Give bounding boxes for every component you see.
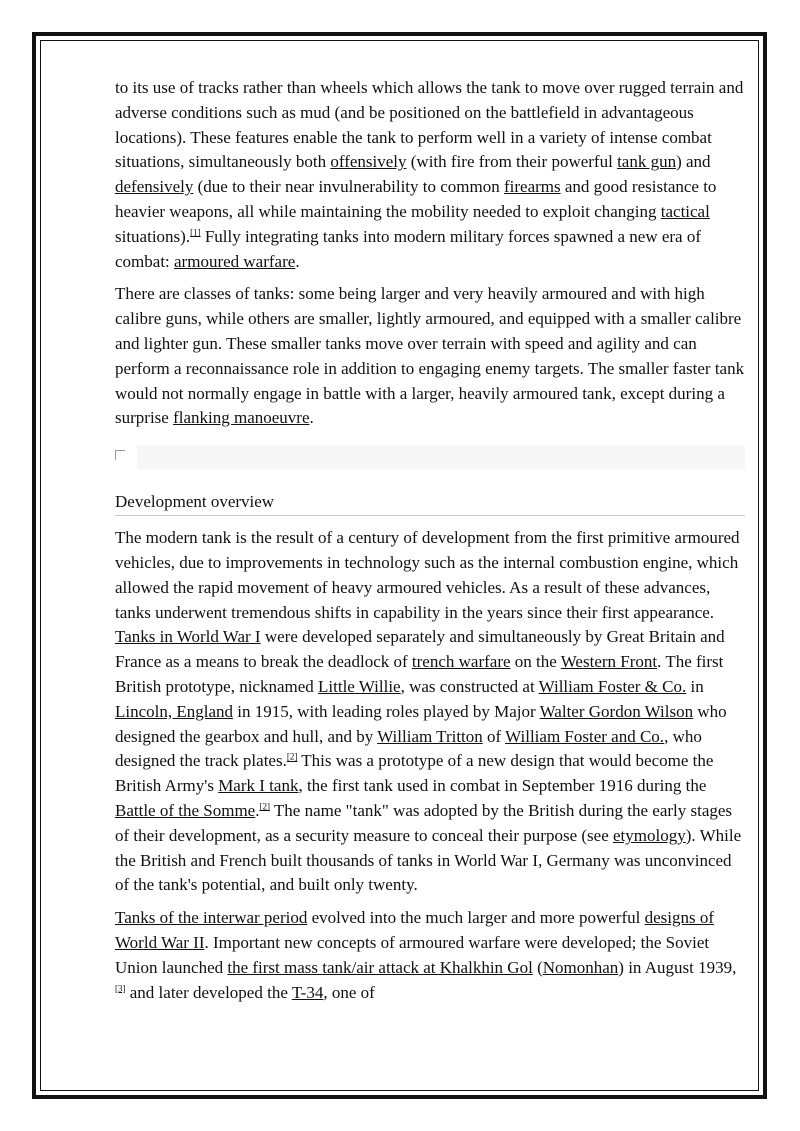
citation-3[interactable]: [3] [115,982,126,993]
broken-image-icon [115,450,125,460]
paragraph-tank-classes [115,282,745,431]
section-heading: Development overview [115,491,745,516]
text: , one of [323,982,375,1002]
link-t-34[interactable]: T-34 [291,982,324,1002]
link-trench-warfare[interactable]: trench warfare [411,652,511,672]
link-designs-wwii[interactable]: designs of World War II [115,908,715,952]
citation-2b[interactable]: [2] [259,801,270,812]
text: were developed separately and simultaneously by Great Britain and France as a means to break the deadlock of [115,627,725,672]
link-defensively[interactable]: defensively [115,177,194,197]
text: The name "tank" was adopted by the British during the early stages of their development, as a security measure to conceal their purpose (see [115,800,733,845]
text: , who designed the track plates. [115,726,702,771]
link-offensively[interactable]: offensively [330,152,407,172]
link-armoured-warfare[interactable]: armoured warfare [174,251,296,271]
text: , the first tank used in combat in September 1916 during the [298,776,707,796]
text: This was a prototype of a new design that would become the British Army's [115,751,714,796]
link-firearms[interactable]: firearms [504,177,561,197]
text: ) in August 1939, [618,957,737,977]
text: . [295,251,300,271]
text: in [686,676,704,696]
link-khalkhin-gol[interactable]: the first mass tank/air attack at Khalkhin Gol [227,957,533,977]
text: (due to their near invulnerability to common [193,177,504,197]
text: The modern tank is the result of a century of development from the first primitive armoured vehicles, due to improvements in technology such as the internal combustion engine, which allowed the rapid movement of heavy armoured vehicles. As a result of these advances, tanks underwent tremendous shifts in capability in the years since their first appearance. [115,528,740,622]
link-mark-i-tank[interactable]: Mark I tank [218,776,299,796]
link-tactical[interactable]: tactical [660,201,710,221]
image-caption-area [137,445,745,469]
text: situations). [115,226,191,246]
link-walter-gordon-wilson[interactable]: Walter Gordon Wilson [539,701,694,721]
link-battle-of-the-somme[interactable]: Battle of the Somme [115,800,256,820]
paragraph-development [115,526,745,898]
text: . [309,408,314,428]
link-little-willie[interactable]: Little Willie [318,676,401,696]
image-placeholder [115,445,745,471]
text: . Important new concepts of armoured warfare were developed; the Soviet Union launched [115,932,710,977]
link-western-front[interactable]: Western Front [560,652,658,672]
text: and good resistance to heavier weapons, all while maintaining the mobility needed to exploit changing [115,177,717,221]
text: There are classes of tanks: some being larger and very heavily armoured and with high calibre guns, while others are smaller, lightly armoured, and equipped with a smaller calibre and lighter gun. These smaller tanks move over terrain with speed and agility and can perform a reconnaissance role in addition to engaging enemy targets. The smaller faster tank would not normally engage in battle with a larger, heavily armoured tank, except during a surprise [115,284,745,428]
citation-2[interactable]: [2] [286,751,298,762]
citation-1[interactable]: [1] [190,227,201,238]
text: Fully integrating tanks into modern military forces spawned a new era of combat: [115,226,702,271]
text: evolved into the much larger and more powerful [307,908,645,928]
text: ) and [676,152,711,172]
text: . [255,800,260,820]
link-lincoln-england[interactable]: Lincoln, England [115,701,234,721]
text: (with fire from their powerful [406,152,618,172]
text: on the [510,652,561,672]
paragraph-interwar [115,906,745,1005]
link-william-foster-co[interactable]: William Foster & Co. [538,676,687,696]
paragraph-tank-features [115,76,745,274]
text: of [482,726,506,746]
link-etymology[interactable]: etymology [613,825,686,845]
link-flanking-manoeuvre[interactable]: flanking manoeuvre [173,408,310,428]
text: to its use of tracks rather than wheels which allows the tank to move over rugged terrain and adverse conditions such as mud (and be positioned on the battlefield in advantageous locations). These features enable the tank to perform well in a variety of intense combat situations, simultaneously both [115,78,744,172]
link-william-foster-and-co[interactable]: William Foster and Co. [505,726,665,746]
link-william-tritton[interactable]: William Tritton [377,726,483,746]
link-nomonhan[interactable]: Nomonhan [542,957,619,977]
link-tanks-in-wwi[interactable]: Tanks in World War I [115,627,261,647]
text: . The first British prototype, nicknamed [115,652,724,696]
text: in 1915, with leading roles played by Major [233,701,540,721]
text: and later developed the [125,982,292,1002]
text: ( [532,957,543,977]
article-body [115,76,745,1013]
text: who designed the gearbox and hull, and by [115,701,727,746]
text: , was constructed at [400,676,539,696]
link-tanks-interwar[interactable]: Tanks of the interwar period [115,908,308,928]
link-tank-gun[interactable]: tank gun [617,152,677,172]
text: ). While the British and French built thousands of tanks in World War I, Germany was unconvinced of the tank's potential, and built only twenty. [115,825,742,895]
